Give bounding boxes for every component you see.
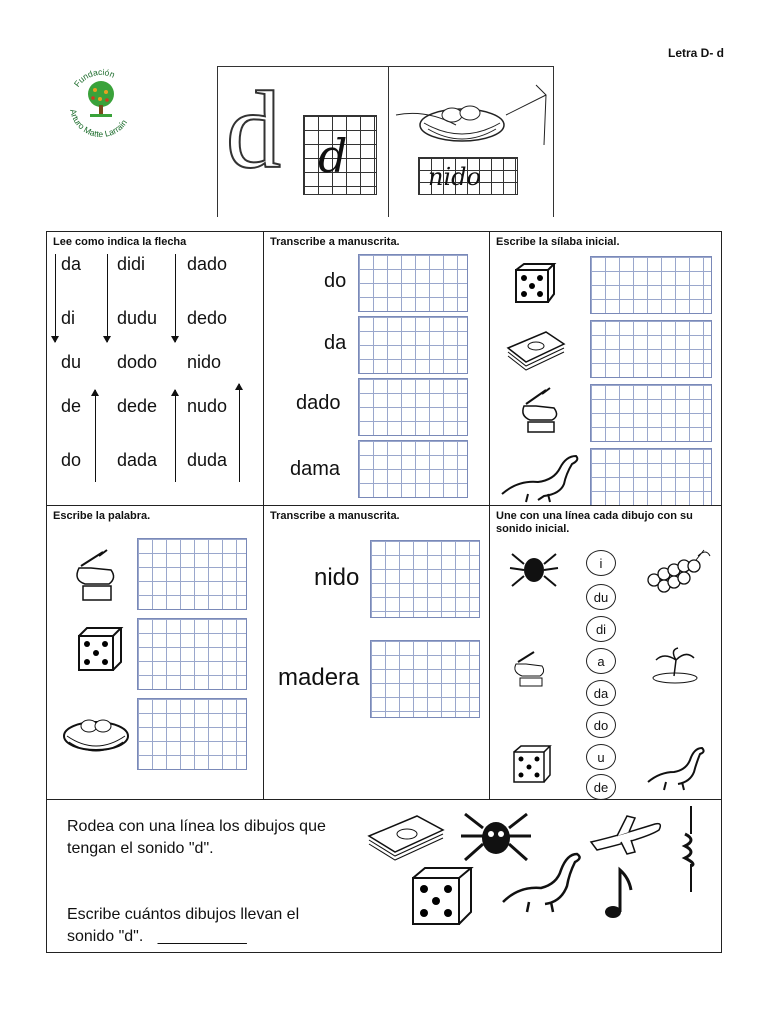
syllable: dodo bbox=[117, 352, 158, 372]
dice-icon bbox=[512, 262, 556, 306]
writing-grid[interactable] bbox=[370, 540, 480, 618]
panel-title: Transcribe a manuscrita. bbox=[270, 236, 400, 248]
panel-initial-syllable bbox=[489, 231, 722, 506]
music-note-icon bbox=[603, 866, 635, 922]
up-arrow-icon bbox=[95, 390, 96, 482]
panel-read-arrows bbox=[46, 231, 264, 506]
finger-icon bbox=[510, 648, 554, 688]
panel-title: Une con una línea cada dibujo con su sonido inicial. bbox=[496, 510, 693, 535]
syllable-oval[interactable]: de bbox=[586, 774, 616, 800]
panel-match bbox=[489, 505, 722, 800]
panel-transcribe-1 bbox=[263, 231, 490, 506]
syllable: dede bbox=[117, 396, 158, 416]
writing-grid[interactable] bbox=[370, 640, 480, 718]
dice-icon bbox=[75, 626, 123, 674]
syllable: nudo bbox=[187, 396, 228, 416]
nest-icon bbox=[61, 706, 131, 756]
down-arrow-icon bbox=[175, 254, 176, 342]
foundation-logo bbox=[62, 62, 140, 140]
instruction-count-text: Escribe cuántos dibujos llevan el sonido "d". bbox=[67, 906, 300, 945]
syllable-oval[interactable]: i bbox=[586, 550, 616, 576]
dice-icon bbox=[512, 744, 552, 786]
syllable: dada bbox=[117, 450, 158, 470]
airplane-icon bbox=[587, 808, 663, 856]
panel-title: Lee como indica la flecha bbox=[53, 236, 187, 248]
svg-text:Fundación: Fundación bbox=[71, 66, 117, 89]
syllable: dado bbox=[187, 254, 228, 274]
hero-letter-print: d bbox=[226, 69, 281, 191]
word-to-transcribe: nido bbox=[314, 564, 360, 591]
dinosaur-icon bbox=[644, 742, 708, 790]
word-to-transcribe: dama bbox=[290, 458, 341, 480]
syllable: do bbox=[61, 450, 82, 470]
writing-grid[interactable] bbox=[590, 320, 712, 378]
instruction-circle: Rodea con una línea los dibujos que tengan el sonido "d". bbox=[67, 818, 326, 857]
down-arrow-icon bbox=[107, 254, 108, 342]
panel-title: Transcribe a manuscrita. bbox=[270, 510, 400, 522]
word-to-transcribe: dado bbox=[296, 392, 341, 414]
syllable-oval[interactable]: du bbox=[586, 584, 616, 610]
panel-title: Escribe la sílaba inicial. bbox=[496, 236, 620, 248]
word-to-transcribe: da bbox=[324, 332, 347, 354]
syllable: duda bbox=[187, 450, 228, 470]
dinosaur-icon bbox=[499, 846, 585, 914]
writing-grid[interactable] bbox=[358, 316, 468, 374]
dinosaur-icon bbox=[498, 450, 582, 502]
syllable-oval[interactable]: do bbox=[586, 712, 616, 738]
money-icon bbox=[367, 812, 445, 860]
syllable-oval[interactable]: a bbox=[586, 648, 616, 674]
syllable-oval[interactable]: da bbox=[586, 680, 616, 706]
syllable: di bbox=[61, 308, 76, 328]
nest-icon bbox=[396, 85, 546, 155]
writing-grid[interactable] bbox=[590, 256, 712, 314]
syllable-oval[interactable]: di bbox=[586, 616, 616, 642]
writing-grid[interactable] bbox=[137, 538, 247, 610]
syllable: du bbox=[61, 352, 82, 372]
panel-bottom bbox=[46, 799, 722, 953]
down-arrow-icon bbox=[55, 254, 56, 342]
word-to-transcribe: madera bbox=[278, 664, 360, 691]
writing-grid[interactable] bbox=[358, 440, 468, 498]
writing-grid[interactable] bbox=[137, 618, 247, 690]
syllable: didi bbox=[117, 254, 146, 274]
dice-icon bbox=[409, 866, 475, 932]
syllable: nido bbox=[187, 352, 222, 372]
syllable: da bbox=[61, 254, 82, 274]
island-icon bbox=[650, 646, 700, 686]
writing-grid[interactable] bbox=[590, 384, 712, 442]
money-icon bbox=[506, 328, 566, 368]
syllable: dudu bbox=[117, 308, 158, 328]
syllable-oval[interactable]: u bbox=[586, 744, 616, 770]
hero-word-script: nido bbox=[428, 163, 481, 191]
panel-title: Escribe la palabra. bbox=[53, 510, 151, 522]
writing-grid[interactable] bbox=[137, 698, 247, 770]
instruction-count bbox=[67, 904, 337, 948]
writing-grid[interactable] bbox=[358, 254, 468, 312]
syllable: de bbox=[61, 396, 82, 416]
hero-letter-script: d bbox=[318, 129, 348, 183]
up-arrow-icon bbox=[175, 390, 176, 482]
writing-grid[interactable] bbox=[358, 378, 468, 436]
grapes-icon bbox=[640, 546, 710, 598]
svg-text:Arturo Matte Larraín: Arturo Matte Larraín bbox=[68, 108, 130, 140]
word-to-transcribe: do bbox=[324, 270, 347, 292]
up-arrow-icon bbox=[239, 384, 240, 482]
writing-grid[interactable] bbox=[590, 448, 712, 506]
finger-icon bbox=[69, 546, 125, 608]
panel-write-word bbox=[46, 505, 264, 800]
hero-box bbox=[217, 66, 554, 217]
spider-icon bbox=[510, 550, 558, 590]
answer-blank[interactable]: __________ bbox=[157, 928, 247, 945]
rope-icon bbox=[679, 806, 703, 892]
tree-logo-icon bbox=[62, 62, 140, 140]
finger-icon bbox=[516, 386, 566, 442]
syllable: dedo bbox=[187, 308, 228, 328]
page-letter-title: Letra D- d bbox=[667, 46, 724, 60]
panel-transcribe-2 bbox=[263, 505, 490, 800]
